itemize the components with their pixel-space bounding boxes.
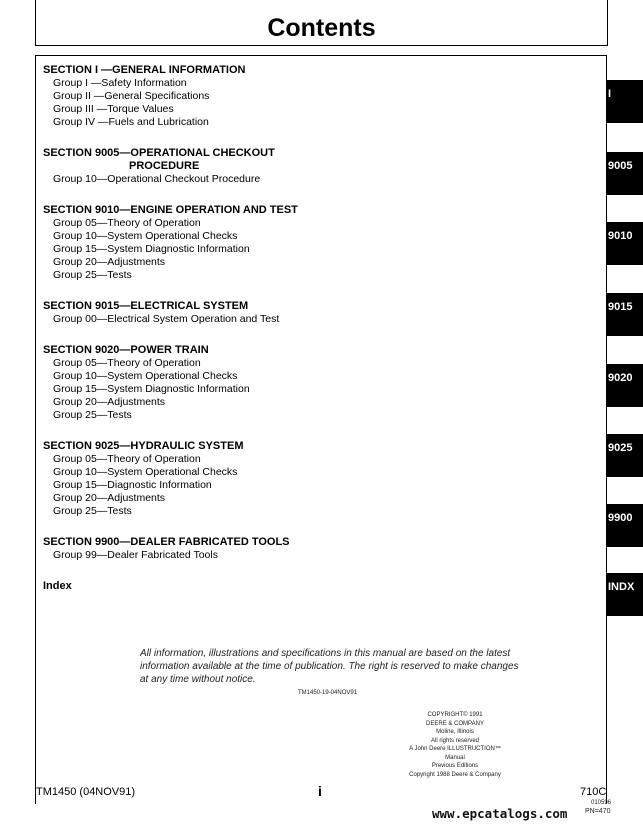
footer-manual-id: TM1450 (04NOV91) (36, 786, 136, 798)
group-item: Group IV —Fuels and Lubrication (53, 116, 209, 128)
group-item: Group 20—Adjustments (53, 492, 166, 504)
toc-section (43, 344, 343, 422)
group-item: Group II —General Specifications (53, 90, 210, 102)
group-item: Group III —Torque Values (53, 103, 174, 115)
copyright-line: DEERE & COMPANY (426, 720, 484, 727)
group-item: Group 25—Tests (53, 505, 132, 517)
section-title: SECTION 9020—POWER TRAIN (43, 344, 209, 356)
notice-code: TM1450-19-04NOV91 (298, 690, 358, 696)
group-item: Group 10—System Operational Checks (53, 370, 238, 382)
group-item: Group 25—Tests (53, 409, 132, 421)
page-title: Contents (267, 14, 376, 42)
watermark: www.epcatalogs.com (432, 806, 568, 821)
section-tab: 9010 (606, 222, 643, 265)
copyright-line: Copyright 1988 Deere & Company (409, 771, 501, 778)
section-tab: 9020 (606, 364, 643, 407)
toc-section (43, 300, 343, 326)
footer-page-number: i (318, 783, 322, 799)
toc-section (43, 204, 343, 282)
group-item: Group 10—Operational Checkout Procedure (53, 173, 261, 185)
copyright-line: All rights reserved (430, 737, 480, 744)
section-title: SECTION 9010—ENGINE OPERATION AND TEST (43, 204, 298, 216)
group-item: Group 99—Dealer Fabricated Tools (53, 549, 218, 561)
group-item: Group 10—System Operational Checks (53, 230, 238, 242)
toc-section (43, 147, 343, 186)
section-tab: INDX (606, 573, 643, 616)
section-title: SECTION 9900—DEALER FABRICATED TOOLS (43, 536, 290, 548)
group-item: Group 05—Theory of Operation (53, 453, 201, 465)
group-item: Group I —Safety Information (53, 77, 187, 89)
toc-section (43, 64, 343, 129)
section-tab: I (606, 80, 643, 123)
group-item: Group 15—System Diagnostic Information (53, 383, 250, 395)
group-item: Group 15—System Diagnostic Information (53, 243, 250, 255)
group-item: Group 25—Tests (53, 269, 132, 281)
group-item: Group 05—Theory of Operation (53, 357, 201, 369)
toc-section (43, 440, 343, 518)
disclaimer-notice: All information, illustrations and specifications in this manual are based on the latest information available at the time of publication. The right is reserved to make changes at any time without notice. (140, 648, 519, 685)
footer-model: 710C (580, 786, 607, 798)
toc-section (43, 536, 343, 562)
footer-small-code: 010596 (591, 800, 612, 806)
section-tab: 9025 (606, 434, 643, 477)
section-title: SECTION 9005—OPERATIONAL CHECKOUT PROCEDURE (43, 147, 275, 172)
section-title: Index (43, 580, 72, 592)
group-item: Group 20—Adjustments (53, 396, 166, 408)
copyright-block (400, 711, 510, 779)
section-title: SECTION 9015—ELECTRICAL SYSTEM (43, 300, 249, 312)
group-item: Group 05—Theory of Operation (53, 217, 201, 229)
group-item: Group 20—Adjustments (53, 256, 166, 268)
footer-pn: PN=470 (585, 808, 611, 815)
section-tab: 9015 (606, 293, 643, 336)
toc-section (43, 580, 343, 593)
table-of-contents (43, 64, 343, 611)
group-item: Group 10—System Operational Checks (53, 466, 238, 478)
copyright-line: Moline, Illinois (436, 729, 474, 735)
section-tab: 9900 (606, 504, 643, 547)
copyright-line: COPYRIGHT© 1991 (427, 712, 483, 718)
group-item: Group 00—Electrical System Operation and Test (53, 313, 280, 325)
copyright-line: A John Deere ILLUSTRUCTION™ Manual (409, 746, 501, 761)
section-tab: 9005 (606, 152, 643, 195)
copyright-line: Previous Editions (431, 763, 479, 769)
section-title: SECTION I —GENERAL INFORMATION (43, 64, 246, 76)
section-title: SECTION 9025—HYDRAULIC SYSTEM (43, 440, 244, 452)
group-item: Group 15—Diagnostic Information (53, 479, 212, 491)
